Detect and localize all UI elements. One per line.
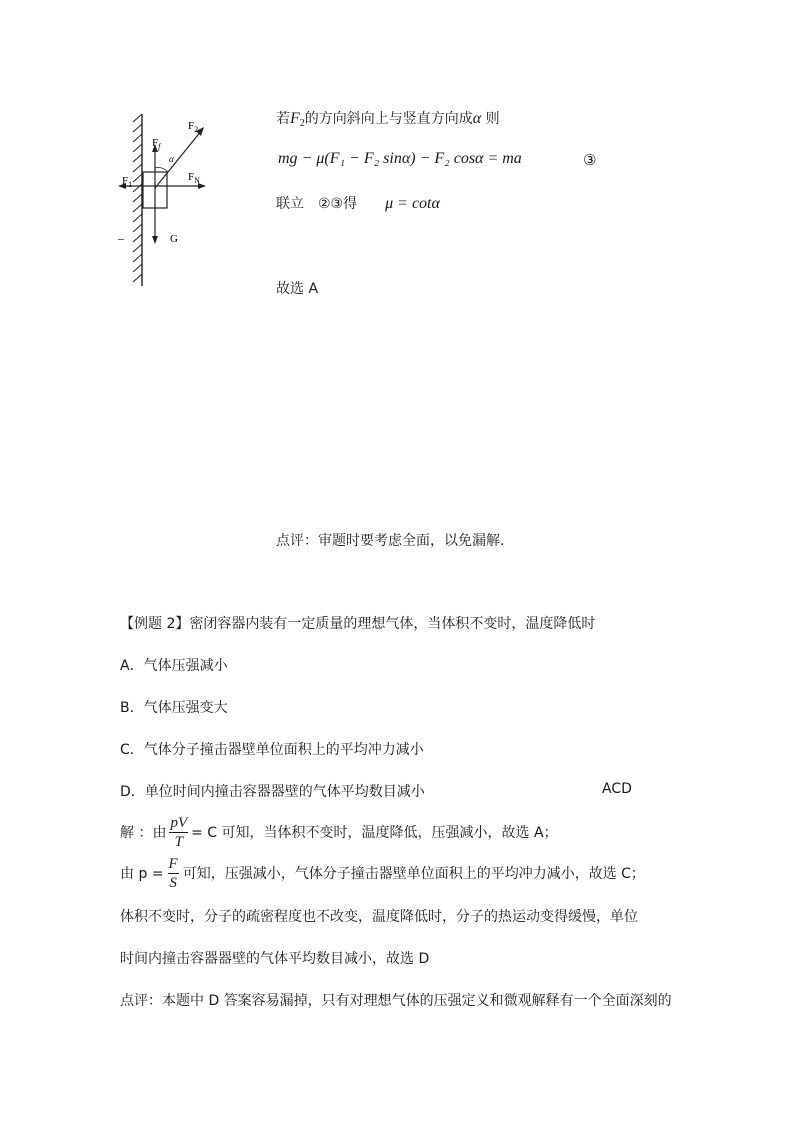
label-ff: $F_f$ (152, 137, 161, 151)
combine-line: 联立 ②③得 μ = cotα (276, 195, 440, 212)
label-dash: – (118, 231, 124, 245)
label-g: G (170, 233, 178, 245)
comment-1: 点评：审题时要考虑全面，以免漏解. (276, 533, 505, 549)
comment-2: 点评：本题中 D 答案容易漏掉，只有对理想气体的压强定义和微观解释有一个全面深刻的 (120, 993, 672, 1009)
solution-line-pv: 解 ：由 $\frac{pV}{T}$ = C 可知，当体积不变时，温度降低，压强减小，故选 A； (120, 814, 558, 850)
label-fn: $F_N$ (188, 171, 200, 185)
option-a: A．气体压强减小 (120, 658, 228, 674)
equation-number: ③ (583, 151, 597, 169)
option-c: C．气体分子撞击器壁单位面积上的平均冲力减小 (120, 742, 424, 758)
label-f2: $F_2$ (188, 120, 199, 134)
solution-line-1: 若$F_2$的方向斜向上与竖直方向成α 则 (276, 110, 500, 129)
option-b: B．气体压强变大 (120, 700, 228, 716)
solution-line-4: 时间内撞击容器器壁的气体平均数目减小，故选 D (120, 951, 430, 967)
force-diagram (110, 110, 220, 290)
example2-question: 【例题 2】密闭容器内装有一定质量的理想气体，当体积不变时，温度降低时 (120, 616, 596, 632)
fraction-pv-t: $\frac{pV}{T}$ (170, 814, 188, 850)
solution-line-3: 体积不变时，分子的疏密程度也不改变，温度降低时，分子的热运动变得缓慢，单位 (120, 909, 638, 925)
equation: mg − μ(F₁ − F₂ sinα) − F₂ cosα = ma (278, 150, 522, 167)
label-alpha: α (169, 154, 174, 164)
alpha-arc (155, 168, 168, 173)
option-d: D．单位时间内撞击容器器壁的气体平均数目减小 (120, 784, 425, 800)
solution-line-fs: 由 p = $\frac{F}{S}$ 可知，压强减小，气体分子撞击器壁单位面积上的平均冲力减小，故选 C； (120, 855, 645, 891)
answer-text: 故选 A (276, 281, 319, 297)
label-f1: $F_1$ (122, 175, 133, 189)
wall-hatching (133, 114, 142, 282)
fraction-f-s: $\frac{F}{S}$ (168, 855, 178, 891)
answer-key: ACD (602, 781, 632, 797)
